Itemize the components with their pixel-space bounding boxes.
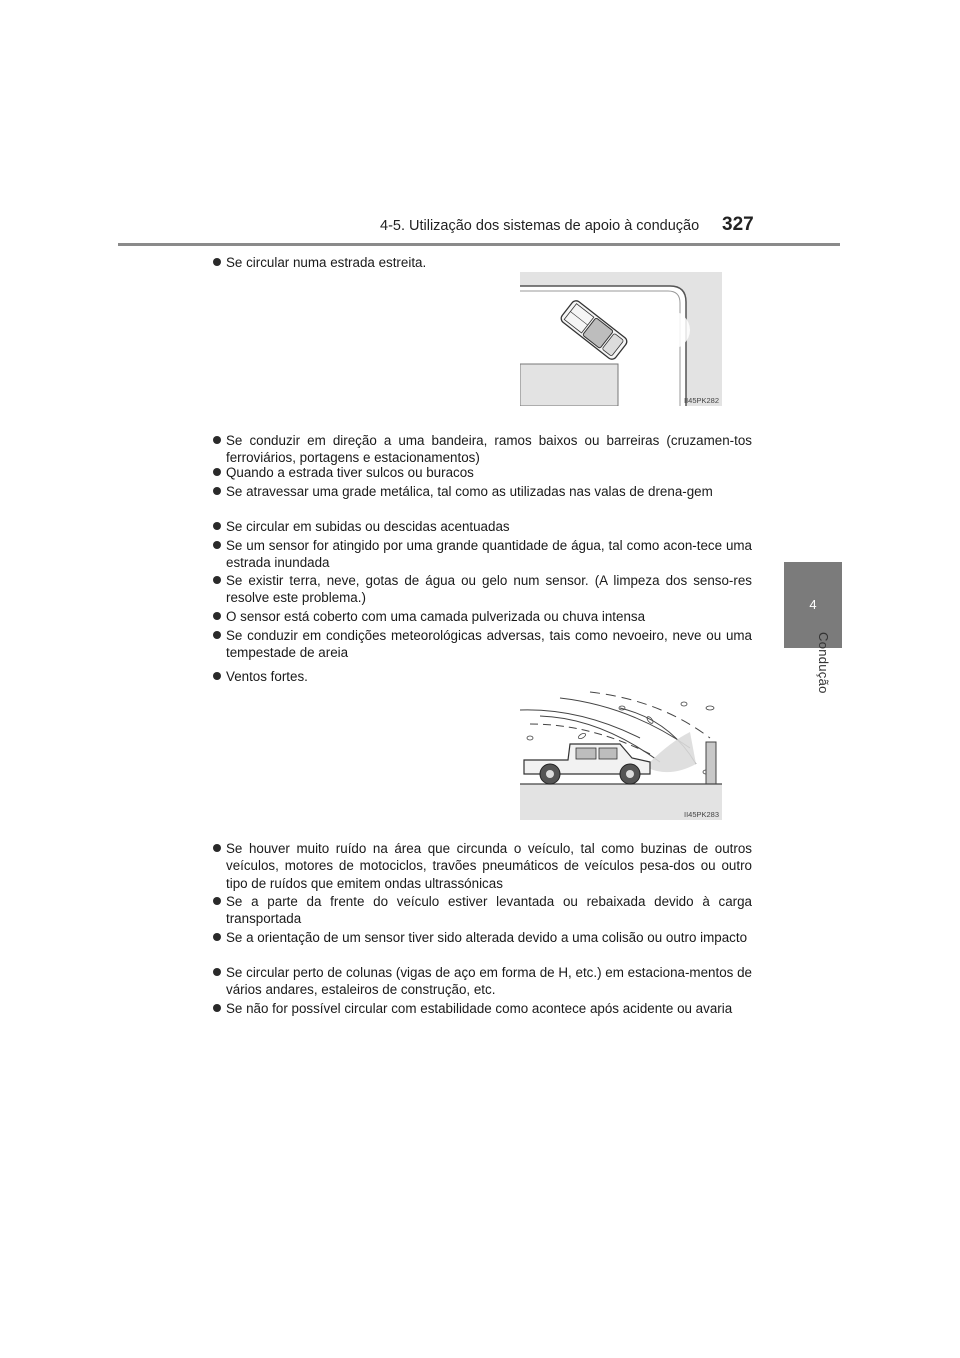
bullet-icon <box>213 897 221 905</box>
list-item-text: Se circular em subidas ou descidas acentuadas <box>226 519 510 534</box>
narrow-road-illustration <box>520 272 722 406</box>
list-item-text: Se conduzir em direção a uma bandeira, ramos baixos ou barreiras (cruzamen-tos ferroviários, portagens e estacionamentos) <box>226 433 752 466</box>
list-item <box>226 483 752 500</box>
list-item-text: Se houver muito ruído na área que circunda o veículo, tal como buzinas de outros veículos, motores de motociclos, travões pneumáticos de veículos pesa-dos ou outro tipo de ruídos que emitem ondas ultrassónicas <box>226 841 752 891</box>
bullet-icon <box>213 968 221 976</box>
list-item <box>226 254 752 271</box>
bullet-icon <box>213 258 221 266</box>
bullet-icon <box>213 487 221 495</box>
list-item-text: Se a orientação de um sensor tiver sido alterada devido a uma colisão ou outro impacto <box>226 930 748 945</box>
list-item-text: Se existir terra, neve, gotas de água ou gelo num sensor. (A limpeza dos senso-res resolve este problema.) <box>226 573 752 606</box>
bullet-icon <box>213 1004 221 1012</box>
list-item <box>226 668 752 685</box>
list-item <box>226 1000 752 1017</box>
bullet-icon <box>213 933 221 941</box>
list-item-text: Quando a estrada tiver sulcos ou buracos <box>226 465 474 480</box>
list-item <box>226 537 752 572</box>
list-item-text: Se a parte da frente do veículo estiver levantada ou rebaixada devido à carga transportada <box>226 894 752 927</box>
bullet-icon <box>213 576 221 584</box>
list-item-text: Se circular perto de colunas (vigas de aço em forma de H, etc.) em estaciona-mentos de vários andares, estaleiros de construção, etc. <box>226 965 752 998</box>
list-item <box>226 929 752 946</box>
list-item-text: Se atravessar uma grade metálica, tal como as utilizadas nas valas de drena-gem <box>226 484 713 499</box>
list-item-text: Ventos fortes. <box>226 669 308 684</box>
list-item <box>226 893 752 928</box>
list-item-text: Se circular numa estrada estreita. <box>226 255 427 270</box>
bullet-icon <box>213 436 221 444</box>
bullet-icon <box>213 631 221 639</box>
bullet-icon <box>213 612 221 620</box>
bullet-icon <box>213 541 221 549</box>
strong-wind-drawing <box>520 688 722 820</box>
list-item-text: Se um sensor for atingido por uma grande quantidade de água, tal como acon-tece uma estrada inundada <box>226 538 752 571</box>
bullet-icon <box>213 844 221 852</box>
bullet-icon <box>213 672 221 680</box>
list-item <box>226 432 752 467</box>
page-number: 327 <box>722 214 754 235</box>
section-title: 4-5. Utilização dos sistemas de apoio à condução <box>380 218 700 234</box>
list-item <box>226 464 752 481</box>
list-item <box>226 964 752 999</box>
narrow-road-drawing <box>520 272 722 406</box>
list-item-text: Se não for possível circular com estabilidade como acontece após acidente ou avaria <box>226 1001 733 1016</box>
strong-wind-illustration <box>520 688 722 820</box>
bullet-icon <box>213 522 221 530</box>
header-divider <box>118 243 840 246</box>
list-item <box>226 627 752 662</box>
list-item-text: O sensor está coberto com uma camada pulverizada ou chuva intensa <box>226 609 646 624</box>
figure-code: II45PK283 <box>684 810 720 819</box>
list-item <box>226 840 752 892</box>
figure-code: II45PK282 <box>684 396 720 405</box>
chapter-label: Condução <box>816 632 831 694</box>
bullet-icon <box>213 468 221 476</box>
list-item <box>226 518 752 535</box>
list-item <box>226 572 752 607</box>
chapter-tab: 4 <box>784 562 842 648</box>
list-item <box>226 608 752 625</box>
list-item-text: Se conduzir em condições meteorológicas adversas, tais como nevoeiro, neve ou uma tempestade de areia <box>226 628 752 661</box>
